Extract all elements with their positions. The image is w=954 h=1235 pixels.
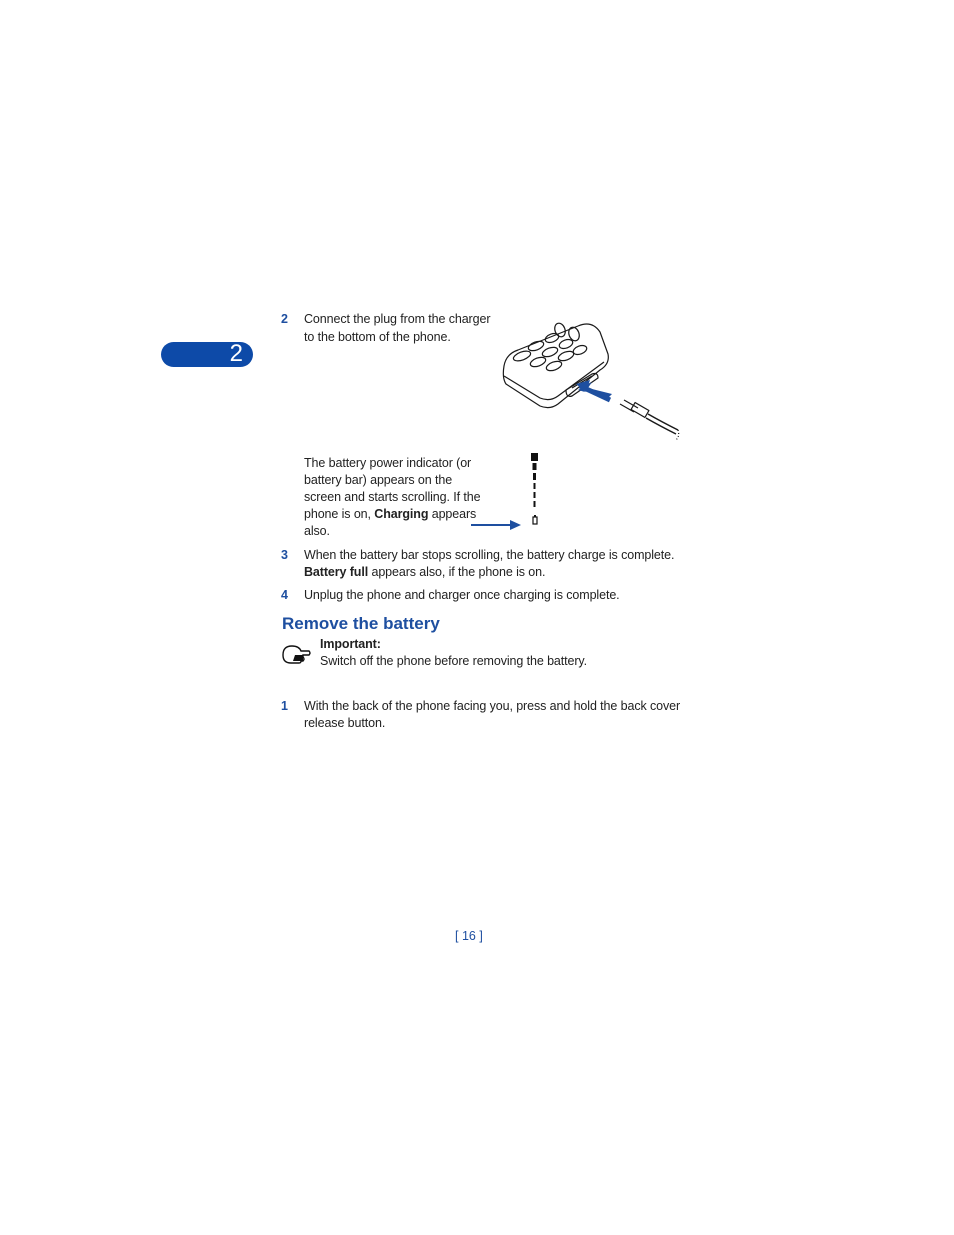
note-line: screen and starts scrolling. If the <box>304 490 481 504</box>
battery-bar-indicator <box>529 452 543 528</box>
step-line: release button. <box>304 716 386 730</box>
step-text <box>304 698 704 732</box>
battery-full-label: Battery full <box>304 565 369 579</box>
step-line: When the battery bar stops scrolling, the battery charge is complete. <box>304 548 675 562</box>
important-label: Important: <box>320 637 381 651</box>
step-number: 4 <box>281 588 288 602</box>
note-line <box>304 506 494 523</box>
arrow-right-icon <box>470 518 524 532</box>
note-text: phone is on, <box>304 507 375 521</box>
note-line: also. <box>304 524 330 538</box>
step-line <box>304 564 704 581</box>
step-number: 2 <box>281 312 288 326</box>
pointing-hand-icon <box>281 643 311 665</box>
step-line: to the bottom of the phone. <box>304 330 451 344</box>
note-text: appears <box>428 507 477 521</box>
battery-note <box>304 455 494 540</box>
step-text <box>304 311 504 346</box>
important-text: Switch off the phone before removing the battery. <box>320 654 588 668</box>
important-note <box>320 636 670 670</box>
step-number: 1 <box>281 699 288 713</box>
chapter-tab <box>161 342 253 367</box>
page-number: [ 16 ] <box>455 929 483 943</box>
note-line: The battery power indicator (or <box>304 456 472 470</box>
phone-charger-illustration <box>500 318 685 450</box>
section-title: Remove the battery <box>282 614 440 633</box>
note-line: battery bar) appears on the <box>304 473 453 487</box>
step-text-rest: appears also, if the phone is on. <box>368 565 546 579</box>
step-text: Unplug the phone and charger once charging is complete. <box>304 588 620 602</box>
chapter-number: 2 <box>229 340 243 367</box>
step-line: With the back of the phone facing you, press and hold the back cover <box>304 699 681 713</box>
charging-label: Charging <box>374 507 429 521</box>
step-number: 3 <box>281 548 288 562</box>
step-text <box>304 547 704 581</box>
step-line: Connect the plug from the charger <box>304 312 491 326</box>
